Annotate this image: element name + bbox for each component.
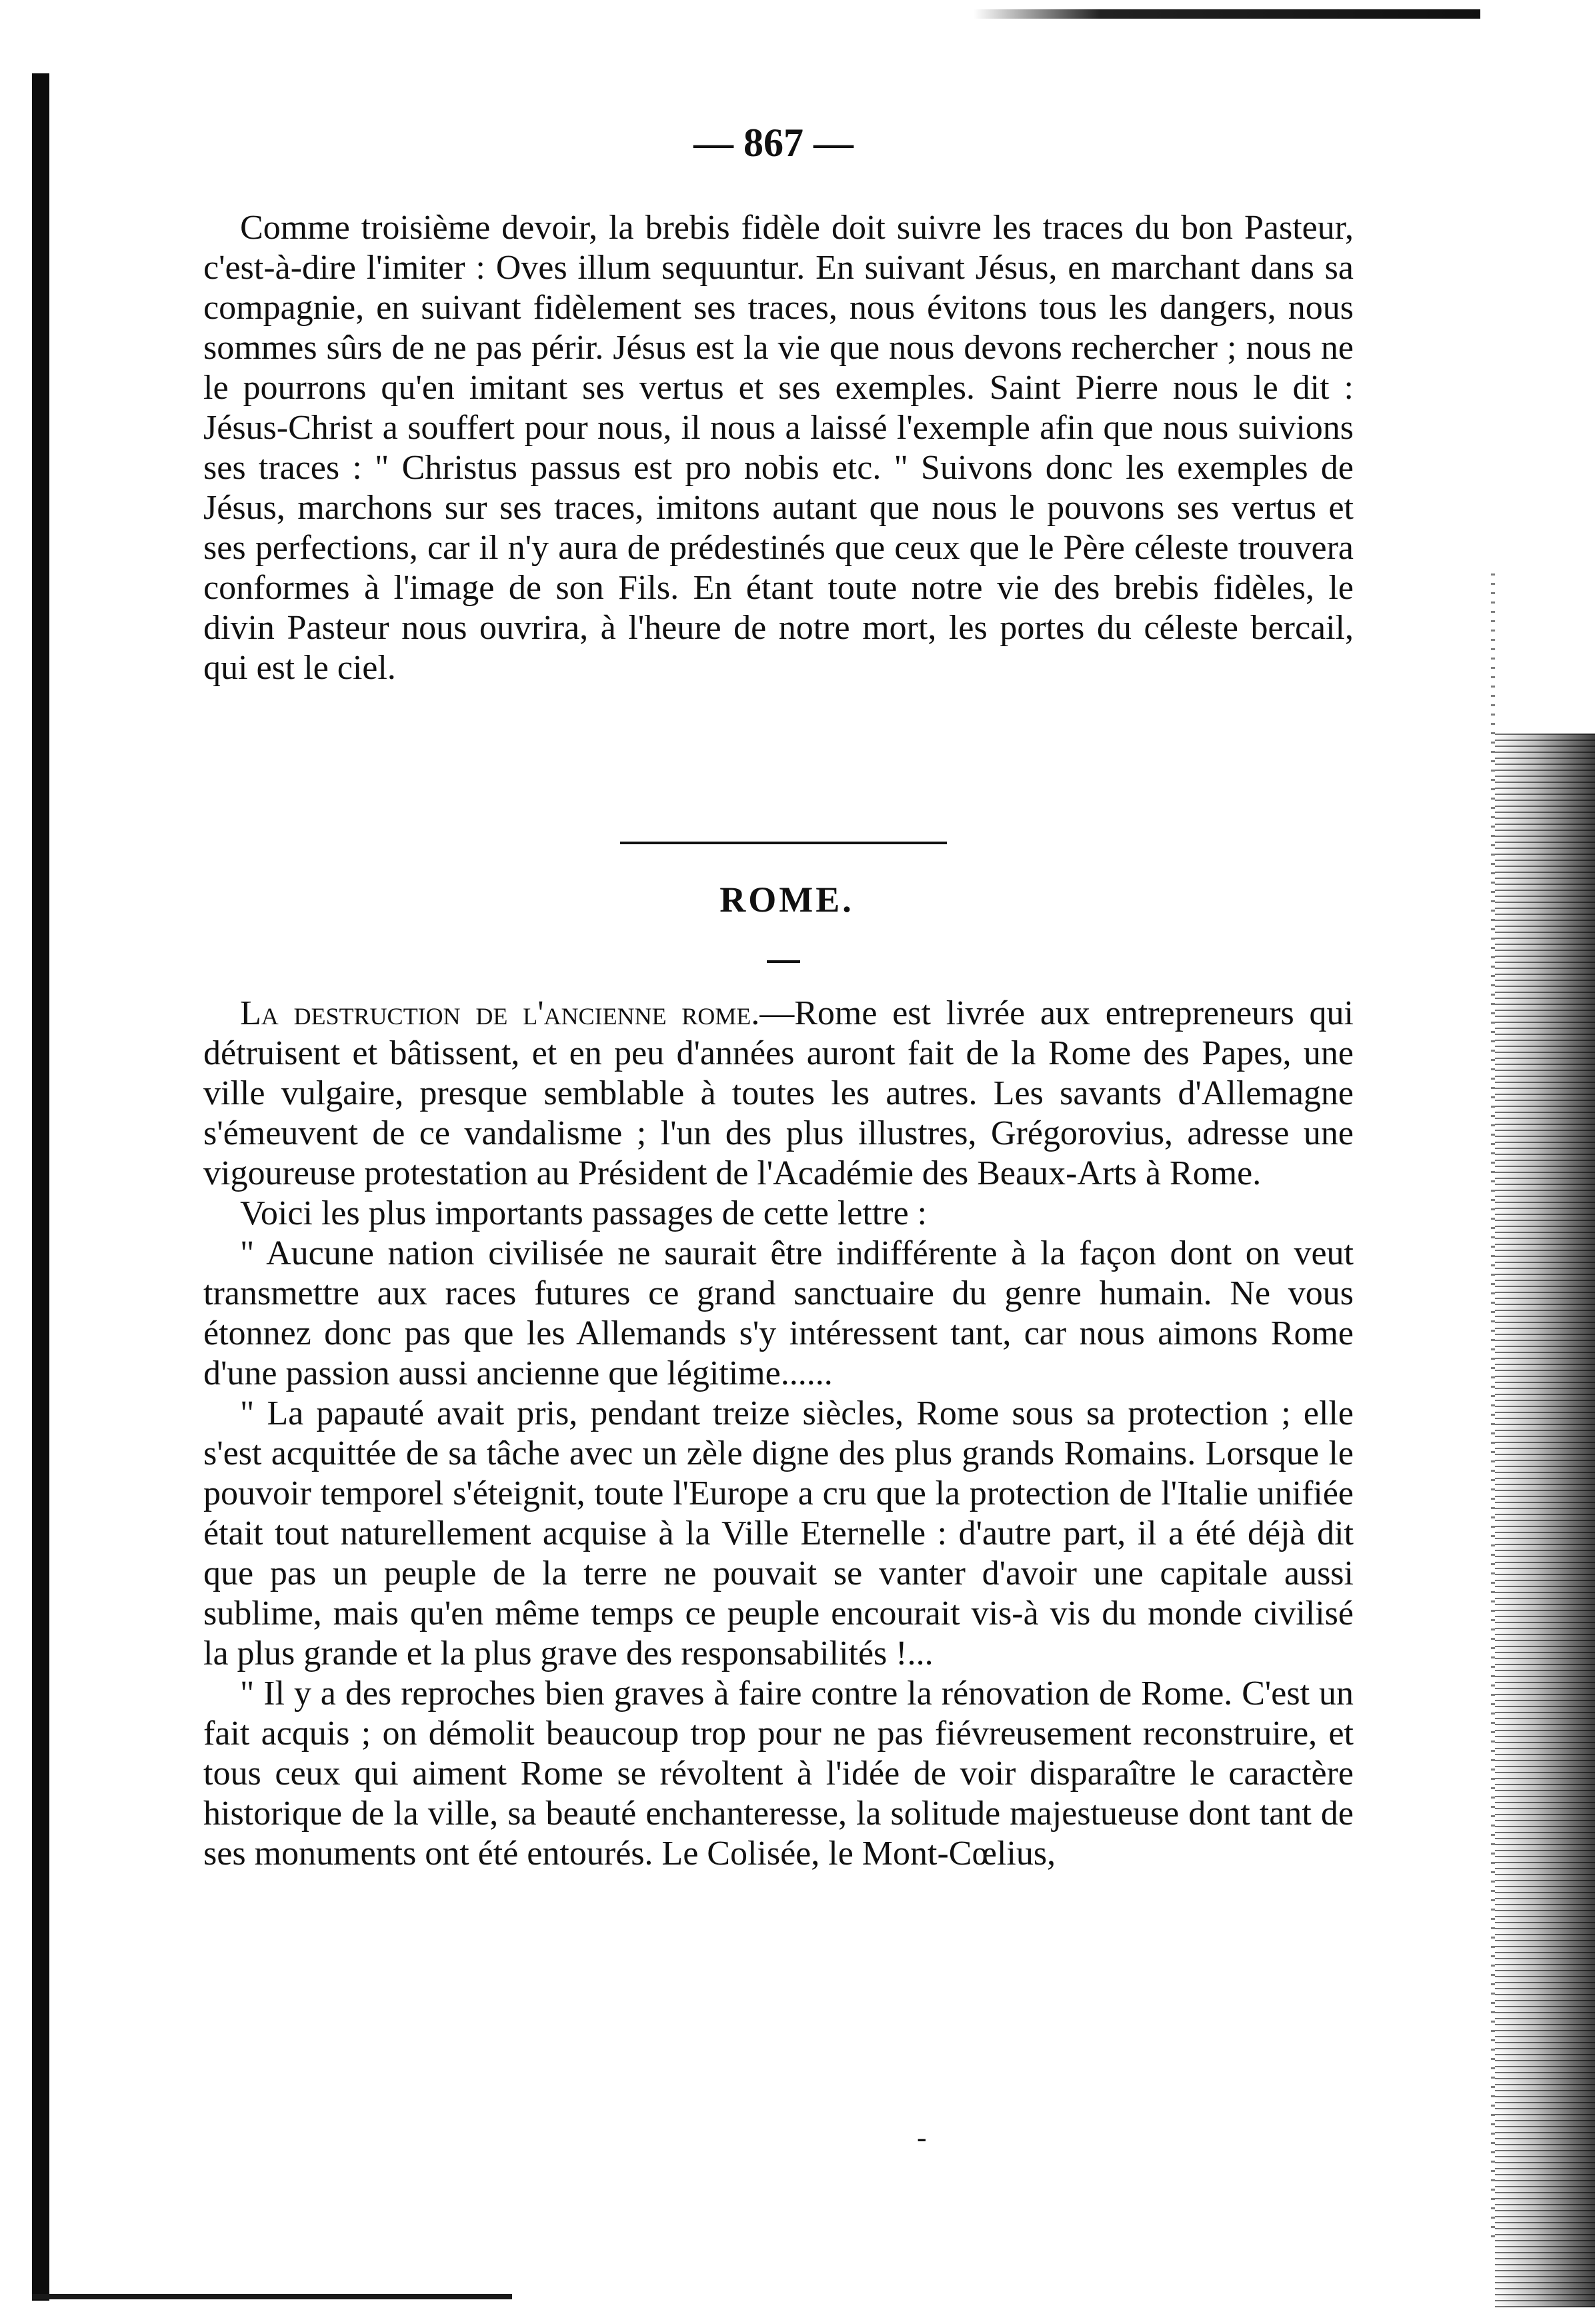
scan-top-edge: [974, 9, 1480, 19]
paragraph: Comme troisième devoir, la brebis fidèle doit suivre les traces du bon Pasteur, c'est-à-dire l'imiter : Oves illum sequuntur. En suivant Jésus, en marchant dans sa compagnie, en suivant fidèlement ses traces, nous évitons tous les dangers, nous sommes sûrs de ne pas périr. Jésus est la vie que nous devons rechercher ; nous ne le pourrons qu'en imitant ses vertus et ses exemples. Saint Pierre nous le dit : Jésus-Christ a souffert pour nous, il nous a laissé l'exemple afin que nous suivions ses traces : " Christus passus est pro nobis etc. " Suivons donc les exemples de Jésus, marchons sur ses traces, imitons autant que nous le pouvons ses vertus et ses perfections, car il n'y aura de prédestinés que ceux que le Père céleste trouvera conformes à l'image de son Fils. En étant toute notre vie des brebis fidèles, le divin Pasteur nous ouvrira, à l'heure de notre mort, les portes du céleste bercail, qui est le ciel.: [203, 209, 1354, 687]
page-number: — 867 —: [693, 121, 854, 165]
paragraph: " Il y a des reproches bien graves à faire contre la rénovation de Rome. C'est un fait acquis ; on démolit beaucoup trop pour ne pas fiévreusement reconstruire, et tous ceux qui aiment Rome se révoltent à l'idée de voir disparaître le caractère historique de la ville, sa beauté enchanteresse, la solitude majestueuse dont tant de ses monuments ont été entourés. Le Colisée, le Mont-Cœlius,: [203, 1674, 1354, 1873]
paragraph-lead: La destruction de l'ancienne rome.: [240, 994, 760, 1032]
paragraph-body: —Rome est livrée aux entrepreneurs qui détruisent et bâtissent, et en peu d'années auront fait de la Rome des Papes, une ville vulgaire, presque semblable à toutes les autres. Les savants d'Allemagne s'émeuvent de ce vandalisme ; l'un des plus illustres, Grégorovius, adresse une vigoureuse protestation au Président de l'Académie des Beaux-Arts à Rome.: [203, 994, 1354, 1192]
paragraph: " La papauté avait pris, pendant treize siècles, Rome sous sa protection ; elle s'est acquittée de sa tâche avec un zèle digne des plus grands Romains. Lorsque le pouvoir temporel s'éteignit, toute l'Europe a cru que la protection de l'Italie unifiée était tout naturellement acquise à la Ville Eternelle : d'autre part, il a été déjà dit que pas un peuple de la terre ne pouvait se vanter d'avoir une capitale aussi sublime, mais qu'en même temps ce peuple encourait vis-à vis du monde civilisé la plus grande et la plus grave des responsabilités !...: [203, 1394, 1354, 1672]
body-text-rome: [203, 994, 1354, 1874]
scan-bottom-edge: [32, 2294, 512, 2299]
paragraph: Voici les plus importants passages de cette lettre :: [240, 1194, 928, 1232]
body-text-top: [203, 208, 1354, 688]
scan-page-edge-shadow: [1495, 734, 1595, 2307]
paragraph: [203, 994, 1354, 1194]
page-bottom-mark: -: [917, 2121, 927, 2154]
title-dash: [767, 960, 800, 963]
section-divider: [620, 842, 947, 844]
paragraph: " Aucune nation civilisée ne saurait être indifférente à la façon dont on veut transmettre aux races futures ce grand sanctuaire du genre humain. Ne vous étonnez donc pas que les Allemands s'y intéressent tant, car nous aimons Rome d'une passion aussi ancienne que légitime......: [203, 1234, 1354, 1392]
section-title: ROME.: [719, 880, 854, 920]
scan-binding-shadow: [32, 73, 49, 2301]
